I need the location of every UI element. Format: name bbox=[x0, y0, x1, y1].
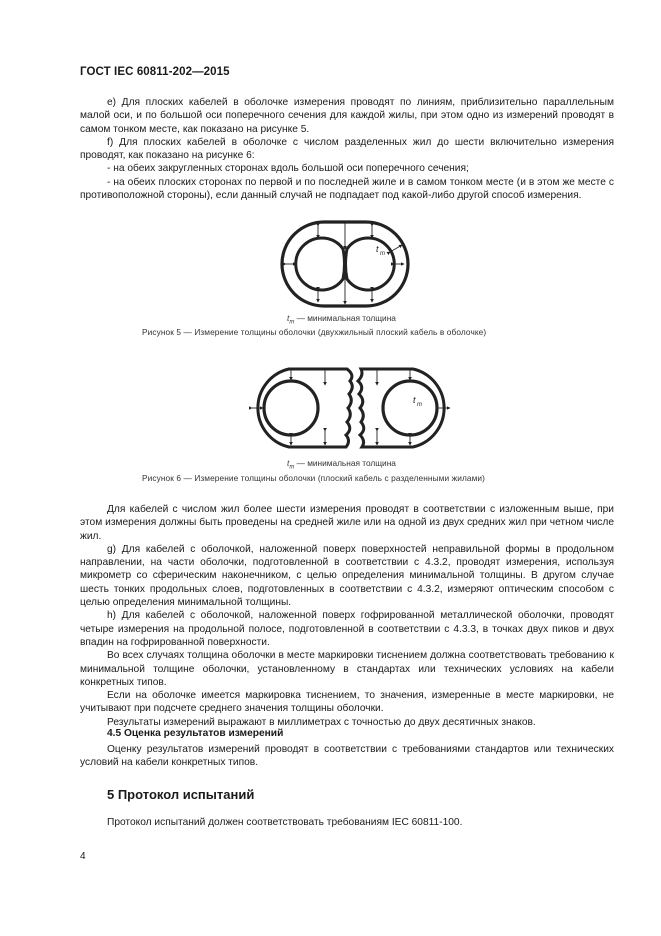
section-5-text: Протокол испытаний должен соответствовать требованиям IEC 60811-100. bbox=[107, 817, 463, 828]
figure-5-caption: Рисунок 5 — Измерение толщины оболочки (двухжильный плоский кабель в оболочке) bbox=[142, 327, 487, 337]
tm-label-sub: m bbox=[380, 251, 385, 257]
conductor-left bbox=[264, 381, 318, 435]
conductor-left bbox=[296, 238, 345, 290]
paragraph-f: f) Для плоских кабелей в оболочке с числом разделенных жил до шести включительно измерения проводят, как показано на рисунке 6: bbox=[80, 136, 614, 162]
sheath-right-part bbox=[358, 369, 444, 447]
figure-6-caption: Рисунок 6 — Измерение толщины оболочки (плоский кабель с разделенными жилами) bbox=[142, 473, 486, 483]
section-4-5-text: Оценку результатов измерений проводят в соответствии с требованиями стандартов или технических условий на кабели конкретных типов. bbox=[80, 744, 614, 769]
section-5-heading: 5 Протокол испытаний bbox=[107, 787, 255, 802]
text-block-2 bbox=[80, 503, 614, 729]
paragraph-h: h) Для кабелей с оболочкой, наложенной поверх гофрированной металлической оболочки, проводят четыре измерения на продольной полосе, подготовленной в соответствии с 4.3.3, в точках двух пиков и двух впадин на гофрированной поверхности. bbox=[80, 610, 614, 648]
text-block-1 bbox=[80, 96, 614, 202]
paragraph: Результаты измерений выражают в миллиметрах с точностью до двух десятичных знаков. bbox=[107, 716, 536, 728]
paragraph: Если на оболочке имеется маркировка тиснением, то значения, измеренные в месте маркировки, не учитывают при подсчете среднего значения толщины оболочки. bbox=[80, 690, 614, 715]
list-item: - на обеих закругленных сторонах вдоль большой оси поперечного сечения; bbox=[107, 163, 469, 175]
page-number: 4 bbox=[80, 851, 86, 862]
section-4-5-heading: 4.5 Оценка результатов измерений bbox=[107, 728, 284, 739]
figure-6-drawing bbox=[245, 365, 457, 451]
list-item: - на обеих плоских сторонах по первой и по последней жиле и в самом тонком месте (и в этом же месте с противоположной стороны), если данный случай не подпадает под какой-либо другой способ измерения. bbox=[80, 176, 614, 202]
paragraph-e: e) Для плоских кабелей в оболочке измерения проводят по линиям, приблизительно параллельным малой оси, и по большой оси поперечного сечения для каждой жилы, при этом одно из измерений проводят в самом тонком месте, как показано на рисунке 5. bbox=[80, 97, 614, 135]
tm-label: t bbox=[376, 244, 379, 254]
conductor-right bbox=[383, 381, 437, 435]
figure-5-drawing bbox=[278, 218, 412, 310]
paragraph: Во всех случаях толщина оболочки в месте маркировки тиснением должна соответствовать требованию к минимальной толщине оболочки, установленному в стандартах или технических условиях на кабели конкретных типов. bbox=[80, 650, 614, 688]
tm-label-sub: m bbox=[417, 402, 422, 408]
conductor-right bbox=[346, 238, 395, 290]
paragraph-g: g) Для кабелей с оболочкой, наложенной поверх поверхностей неправильной формы в продольном направлении, на части оболочки, подготовленной в соответствии с 4.3.2, проводят измерения, используя микрометр со сферическим наконечником, с целью определения минимальной толщины. В другом случае шесть тонких продольных слоев, подготовленных в соответствии с 4.3.2, измеряют оптическим способом с целью определения минимальной толщины. bbox=[80, 543, 614, 609]
figure-5-legend: $t_m$ — минимальная толщина bbox=[287, 313, 396, 326]
sheath-left-part bbox=[258, 369, 352, 447]
tm-label: t bbox=[413, 395, 416, 405]
paragraph: Для кабелей с числом жил более шести измерения проводят в соответствии с изложенным выше, при этом измерения должны быть проведены на средней жиле или на одной из двух средних жил при четном числе жил. bbox=[80, 504, 614, 542]
figure-6-legend: $t_m$ — минимальная толщина bbox=[287, 458, 396, 471]
document-header: ГОСТ IEC 60811-202—2015 bbox=[80, 66, 230, 78]
